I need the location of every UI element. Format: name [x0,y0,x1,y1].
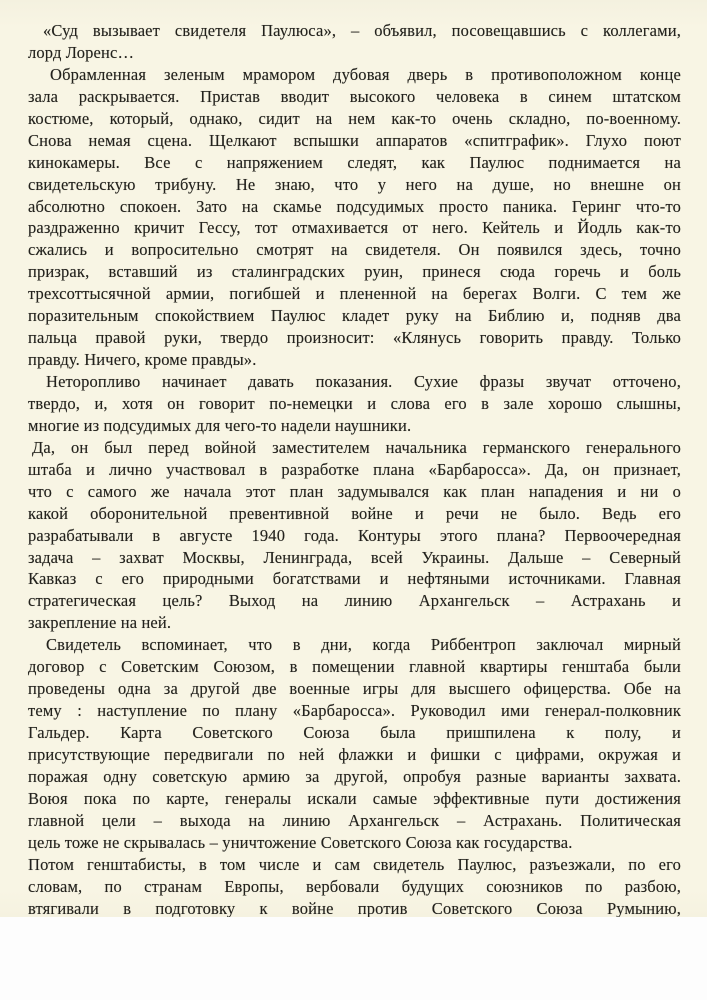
page-text-block [28,20,681,919]
text-line: главной цели – выхода на линию Архангельск – Астрахань. Политическая [28,810,681,830]
text-line: Гальдер. Карта Советского Союза была пришпилена к полу, и [28,723,681,742]
text-line: Свидетель вспоминает, что в дни, когда Риббентроп заключал мирный [46,635,681,655]
text-line: словам, по странам Европы, вербовали будущих союзников по разбою, [28,876,681,896]
text-line: проведены одна за другой две военные игры для высшего офицерства. Обе на [28,679,681,699]
text-line: что с самого же начала этот план задумывался как план нападения и ни о [28,481,681,501]
text-line: раздраженно кричит Гессу, тот отмахивается от него. Кейтель и Йодль как-то [28,218,681,238]
text-line: костюме, который, однако, сидит на нем как-то очень складно, по-военному. [28,108,681,128]
paragraph [28,20,681,64]
text-line: Обрамленная зеленым мрамором дубовая дверь в противоположном конце [50,64,681,84]
text-line: Снова немая сцена. Щелкают вспышки аппаратов «спитграфик». Глухо поют [28,130,681,150]
text-line: поражая одну советскую армию за другой, опробуя разные варианты захвата. [28,766,681,786]
text-line: закрепление на ней. [28,613,172,633]
text-line: присутствующие передвигали по ней флажки и фишки с цифрами, окружая и [28,744,681,764]
text-line: лорд Лоренс… [28,42,135,62]
page-bottom-margin [0,917,707,1000]
text-line: Воюя пока по карте, генералы искали самые эффективные пути достижения [28,788,681,808]
text-line: Потом генштабисты, в том числе и сам свидетель Паулюс, разъезжали, по его [28,854,681,874]
text-line: трехсоттысячной армии, погибшей и плененной на берегах Волги. С тем же [28,284,681,304]
text-line: Да, он был перед войной заместителем начальника германского генерального [32,437,681,457]
text-line: правду. Ничего, кроме правды». [28,350,257,370]
text-line: задача – захват Москвы, Ленинграда, всей Украины. Дальше – Северный [28,547,681,567]
text-line: договор с Советским Союзом, в помещении главной квартиры генштаба были [28,657,681,677]
paragraph [28,371,681,437]
text-line: какой оборонительной превентивной войне и речи не было. Ведь его [28,503,681,523]
text-line: стратегическая цель? Выход на линию Архангельск – Астрахань и [28,591,681,611]
text-line: сжались и вопросительно смотрят на свидетеля. Он появился здесь, точно [28,240,681,260]
text-line: абсолютно спокоен. Зато на скамье подсудимых просто паника. Геринг что-то [28,196,681,216]
paragraph [28,634,681,853]
paragraph [28,854,681,920]
text-line: зала раскрывается. Пристав вводит высокого человека в синем штатском [28,86,681,106]
text-line: Кавказ с его природными богатствами и нефтяными источниками. Главная [28,569,681,589]
text-line: тему : наступление по плану «Барбаросса». Руководил ими генерал-полковник [28,701,681,721]
text-line: поразительным спокойствием Паулюс кладет руку на Библию и, подняв два [28,306,681,326]
text-line: Неторопливо начинает давать показания. Сухие фразы звучат отточено, [46,372,681,391]
text-line: многие из подсудимых для чего-то надели наушники. [28,415,412,435]
text-line: пальца правой руки, твердо произносит: «Клянусь говорить правду. Только [28,328,681,348]
text-line: кинокамеры. Все с напряжением следят, как Паулюс поднимается на [28,152,681,172]
text-line: штаба и лично участвовал в разработке плана «Барбаросса». Да, он признает, [28,459,681,479]
text-line: свидетельскую трибуну. Не знаю, что у него на душе, но внешне он [28,174,681,194]
text-line: призрак, вставший из сталинградских руин, принеся сюда горечь и боль [28,262,681,282]
text-line: разрабатывали в августе 1940 года. Контуры этого плана? Первоочередная [28,525,681,545]
paragraph [28,437,681,634]
text-line: втягивали в подготовку к войне против Советского Союза Румынию, [28,898,681,918]
text-line: твердо, и, хотя он говорит по-немецки и слова его в зале хорошо слышны, [28,393,681,413]
paragraph [28,64,681,371]
text-line: «Суд вызывает свидетеля Паулюса», – объявил, посовещавшись с коллегами, [43,21,681,40]
text-line: цель тоже не скрывалась – уничтожение Советского Союза как государства. [28,832,573,852]
